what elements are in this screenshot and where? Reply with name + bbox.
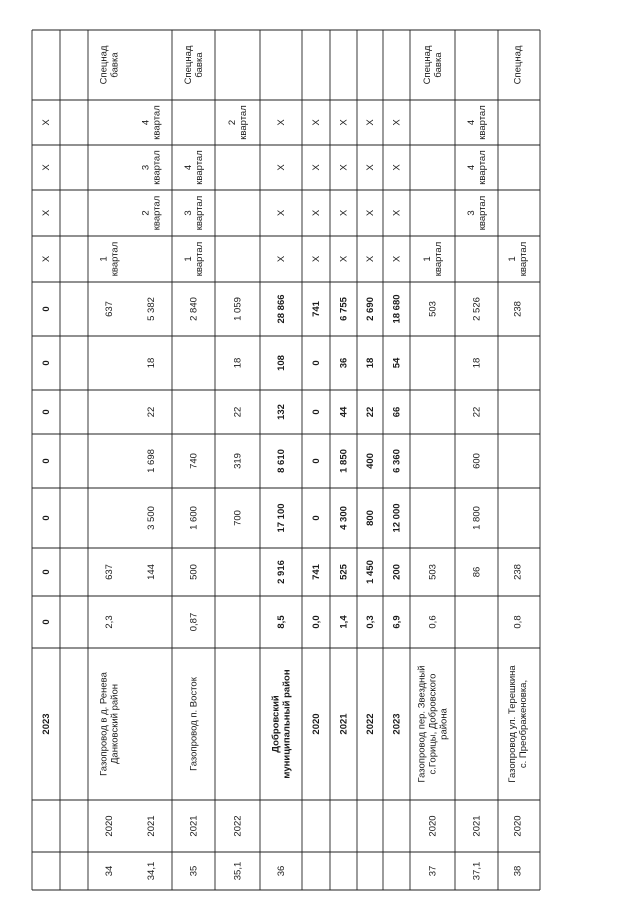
table-cell: 18 [232,357,244,369]
table-cell: 2020 [104,815,115,837]
table-cell: 35,1 [232,861,244,881]
table-cell: 1 059 [232,297,244,321]
table-cell: 503 [427,564,439,580]
table-cell: 238 [512,301,524,317]
table-cell: 22 [365,406,376,418]
table-cell: 37,1 [471,861,483,881]
table-cell: 1 450 [365,560,376,584]
table-cell: 22 [146,406,157,418]
table-cell: Х [365,209,376,217]
table-cell: 1 850 [338,449,350,473]
table-cell: 36 [276,865,287,877]
table-cell: 0,87 [188,612,200,632]
table-cell: Х [311,164,322,171]
table-cell: 0 [41,409,52,415]
table-cell: Спецнадбавка [98,45,121,85]
table-cell: Х [41,119,52,126]
table-cell: 0 [41,360,52,366]
table-cell: Спецнадбавка [183,45,205,85]
table-cell: 2 916 [276,560,287,584]
table-cell: 1квартал [183,241,205,277]
table-cell: 238 [512,564,524,580]
table-cell: 2020 [512,815,524,837]
table-cell: 108 [276,355,287,371]
table-cell: Х [41,164,52,171]
table-cell: 18 [146,357,157,369]
table-cell: 2021 [146,815,157,837]
table-cell: 0 [311,409,322,415]
table-cell: Газопровод ул. Терешкинас. Преображеновка, [507,665,529,783]
table-cell: 200 [391,564,403,580]
table-cell: 17 100 [276,503,287,533]
table-cell: Х [41,209,52,217]
table-cell: 0 [311,458,322,464]
table-cell: 0 [311,515,322,521]
table-cell: 38 [512,865,524,877]
table-cell: 4квартал [183,150,205,185]
table-cell: 44 [338,406,350,418]
table-cell: 2 840 [188,297,200,321]
table-cell: 8,5 [276,615,287,629]
table-cell: Х [391,209,403,217]
table-cell: 2квартал [140,195,163,231]
table-cell: Х [365,164,376,171]
table-cell: 6,9 [391,615,403,629]
table-cell: 0,3 [365,615,376,629]
table-cell: 3 500 [146,506,157,530]
table-cell: 2021 [471,815,483,837]
table-cell: Х [338,164,350,171]
table-cell: 22 [471,406,483,418]
table-cell: 4квартал [466,150,488,185]
table-cell: 0,8 [512,615,524,629]
table-cell: Газопровод п. Восток [188,677,200,771]
table-cell: Газопровод пер. Звездныйс.Горицы, Добровскогорайона [416,665,450,783]
table-cell: Х [276,119,287,126]
table-cell: 0 [41,619,52,625]
table-cell: Х [338,119,350,126]
table-cell: 2023 [391,713,403,735]
table-cell: Х [391,119,403,126]
table-cell: 3квартал [183,195,205,231]
table-cell: 0 [41,569,52,575]
table-cell: 18 [471,357,483,369]
table-cell: Х [365,119,376,126]
table-cell: 2020 [427,815,439,837]
table-cell: 2020 [311,713,322,735]
table-cell: 66 [391,406,403,418]
table-cell: 1 698 [146,449,157,473]
table-cell: 86 [471,566,483,578]
table-cell: Х [311,119,322,126]
table-cell: 800 [365,510,376,526]
table-cell: Х [276,255,287,263]
table-cell: Х [311,255,322,263]
table-cell: 2 690 [365,297,376,321]
table-cell: Х [276,164,287,171]
table-cell: 36 [338,357,350,369]
table-cell: 1 600 [188,506,200,530]
table-cell: 0 [41,306,52,312]
table-cell: 1 800 [471,506,483,530]
table-cell: 2021 [338,713,350,735]
table-cell: 1квартал [507,241,529,277]
table-cell: Спецнадбавка [422,45,444,85]
table-cell: 3квартал [140,150,163,185]
table-cell: 34,1 [146,861,157,881]
table-cell: 1квартал [98,241,121,277]
table-cell: 18 [365,357,376,369]
table-cell: 132 [276,404,287,420]
table-cell: 2квартал [227,105,249,140]
table-cell: Х [338,209,350,217]
table-cell: 319 [232,453,244,469]
table-cell: 400 [365,453,376,469]
table-cell: Х [338,255,350,263]
table-cell: 5 382 [146,297,157,321]
table-cell: 34 [104,865,115,877]
table-cell: 740 [188,453,200,469]
table-cell: 6 755 [338,297,350,321]
table-cell: 503 [427,301,439,317]
table-cell: Х [41,255,52,263]
table-cell: 28 866 [276,294,287,324]
table-cell: 2,3 [104,615,115,629]
table-cell: 525 [338,564,350,580]
table-cell: 700 [232,510,244,526]
table-cell: 1квартал [422,241,444,277]
table-cell: 6 360 [391,449,403,473]
table-cell: 37 [427,865,439,877]
table-cell: Х [391,255,403,263]
table-cell: 3квартал [466,195,488,231]
table-cell: 0 [41,515,52,521]
table-cell: Х [311,209,322,217]
table-cell: 0,6 [427,615,439,629]
table-cell: 2022 [232,815,244,837]
table-cell: 12 000 [391,503,403,533]
table-cell: 500 [188,564,200,580]
table-cell: Спецнад [512,45,524,85]
table-cell: 741 [311,564,322,580]
table-cell: 1,4 [338,615,350,629]
table-cell: 2023 [41,713,52,735]
table-cell: 637 [104,564,115,580]
table-cell: Х [276,209,287,217]
table-cell: 18 680 [391,294,403,324]
table-cell: 4 300 [338,506,350,530]
table-cell: 2 526 [471,297,483,321]
table-cell: Х [391,164,403,171]
table-cell: 600 [471,453,483,469]
table-cells [41,45,529,880]
table-cell: 0 [41,458,52,464]
table-cell: 741 [311,301,322,317]
table-cell: Газопровод в д. РеневаДанковский район [98,672,121,776]
table-cell: 8 610 [276,449,287,473]
table-cell: 22 [232,406,244,418]
table-cell: 637 [104,301,115,317]
table-cell: 2021 [188,815,200,837]
table-cell: 0,0 [311,615,322,629]
table-cell: Х [365,255,376,263]
table-cell: Добровскиймуниципальный район [270,669,293,779]
table-cell: 4квартал [140,105,163,140]
table-cell: 54 [391,357,403,369]
table-cell: 144 [146,564,157,580]
table-cell: 0 [311,360,322,366]
table-cell: 2022 [365,713,376,735]
table-cell: 35 [188,865,200,877]
table-cell: 4квартал [466,105,488,140]
